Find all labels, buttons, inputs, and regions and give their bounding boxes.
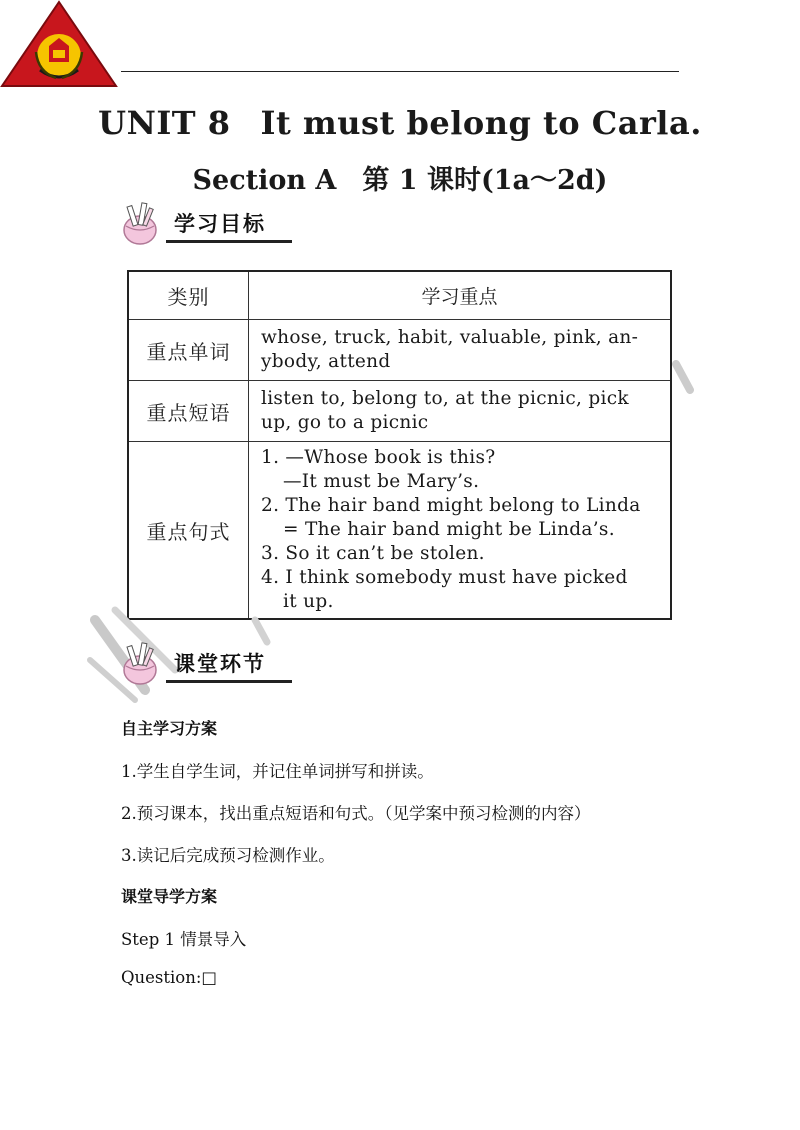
pencil-cup-icon [118,200,162,248]
self-study-item: 2.预习课本，找出重点短语和句式。（见学案中预习检测的内容） [121,804,591,823]
header-rule [121,71,679,72]
table-row [128,381,671,442]
sentence-line: 3. So it can’t be stolen. [261,543,485,564]
row-content-words [249,320,672,381]
row-content-sentences [249,442,672,620]
unit-number: UNIT 8 [98,104,231,142]
section-name: Section A [192,165,337,196]
row-content-phrases [249,381,672,442]
self-study-item: 3.读记后完成预习检测作业。 [121,846,335,865]
goals-badge-label: 学习目标 [174,212,266,236]
self-study-heading: 自主学习方案 [121,719,218,738]
sentence-line: —It must be Mary’s. [283,471,480,492]
learning-goals-table [127,270,672,620]
classroom-badge-label: 课堂环节 [174,652,266,676]
goals-badge [118,200,298,250]
row-category-sentences: 重点句式 [128,442,249,620]
step-one-label: Step 1 情景导入 [121,930,247,949]
column-header-category: 类别 [128,271,249,320]
table-header-row [128,271,671,320]
pencil-cup-icon [118,640,162,688]
self-study-item: 1.学生自学生词，并记住单词拼写和拼读。 [121,762,434,781]
lesson-name: 第 1 课时(1a～2d) [362,165,608,196]
unit-title [0,104,800,142]
question-label: Question:□ [121,968,218,987]
table-row [128,320,671,381]
school-logo-icon [0,0,118,88]
content-line: up, go to a picnic [261,412,429,433]
row-category-words: 重点单词 [128,320,249,381]
content-line: listen to, belong to, at the picnic, pick [261,388,629,409]
sentence-line: 1. —Whose book is this? [261,447,496,468]
table-row [128,442,671,620]
classroom-badge-underline [166,680,292,683]
sentence-line: = The hair band might be Linda’s. [283,519,615,540]
column-header-focus: 学习重点 [249,271,672,320]
goals-badge-underline [166,240,292,243]
row-category-phrases: 重点短语 [128,381,249,442]
sentence-line: 2. The hair band might belong to Linda [261,495,641,516]
classroom-badge [118,640,298,690]
content-line: whose, truck, habit, valuable, pink, an- [261,327,639,348]
sentence-line: it up. [283,591,334,612]
unit-name: It must belong to Carla. [260,104,702,142]
content-line: ybody, attend [261,351,391,372]
section-title [0,158,800,197]
sentence-line: 4. I think somebody must have picked [261,567,628,588]
guided-study-heading: 课堂导学方案 [121,887,218,906]
watermark-mark [668,360,698,400]
